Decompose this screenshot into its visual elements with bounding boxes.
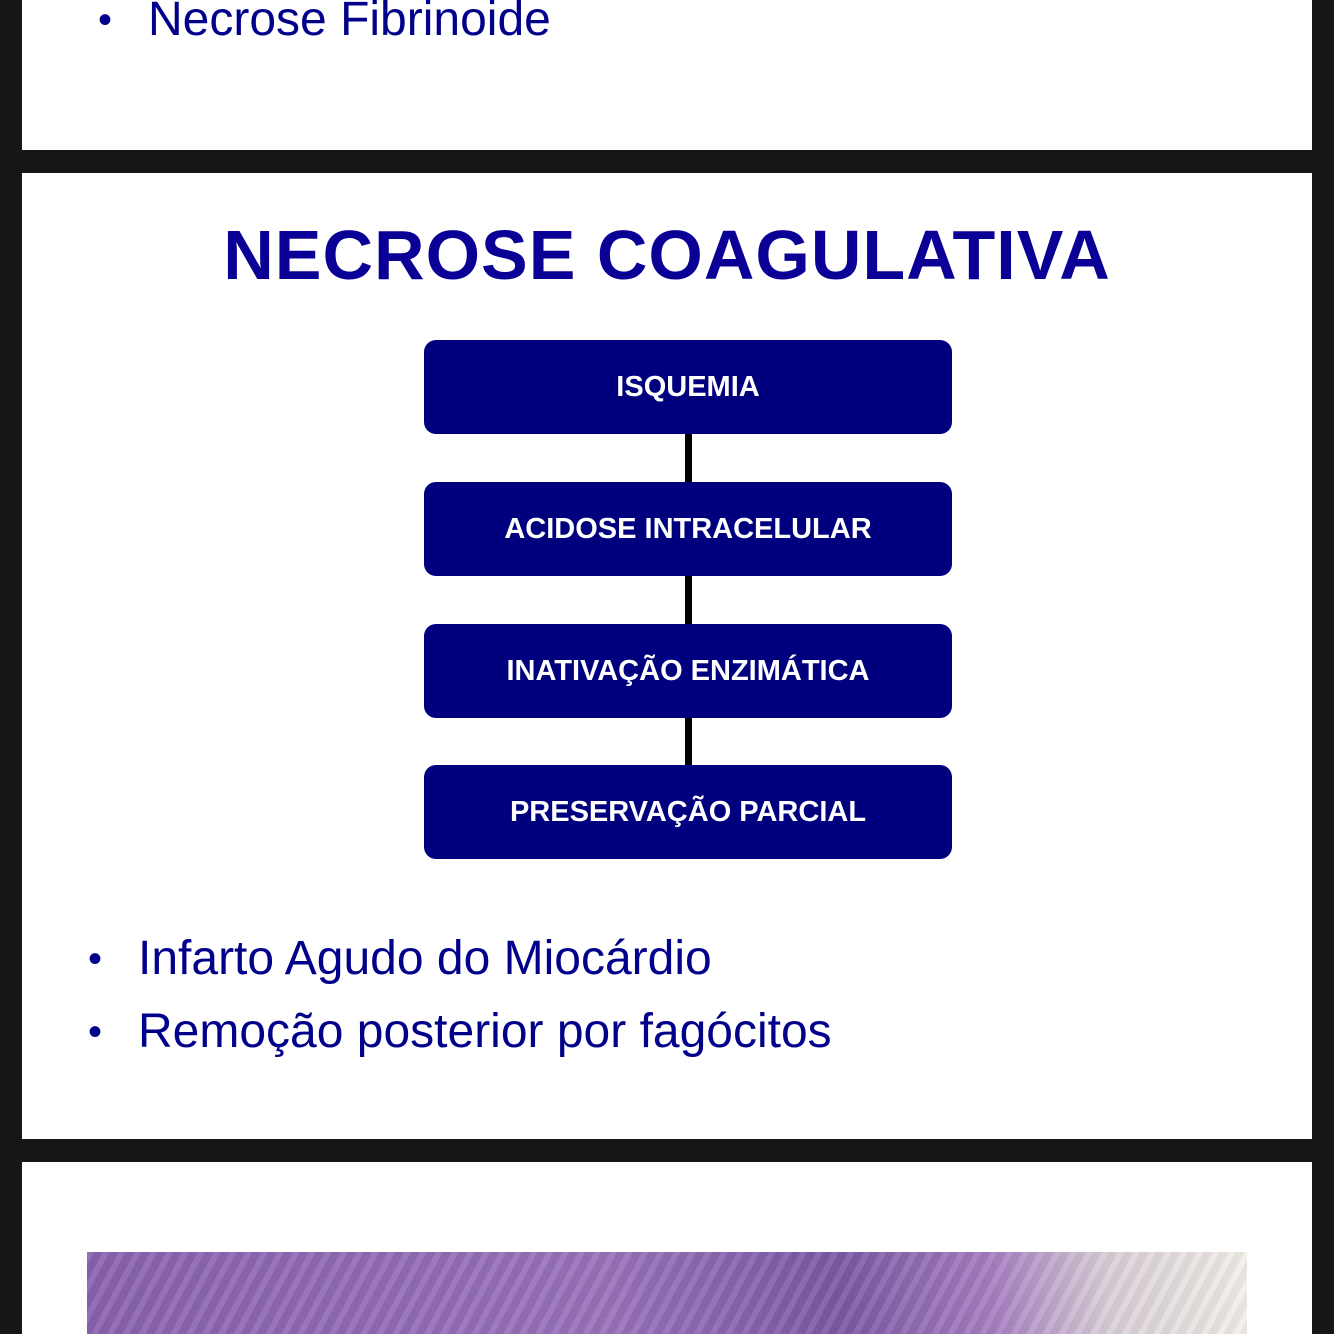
flow-box-inativacao: INATIVAÇÃO ENZIMÁTICA: [424, 624, 952, 718]
slide-title: NECROSE COAGULATIVA: [223, 216, 1111, 294]
flow-connector: [685, 434, 692, 482]
bullet-item: [88, 932, 712, 985]
flow-box-isquemia: ISQUEMIA: [424, 340, 952, 434]
flow-box-preservacao: PRESERVAÇÃO PARCIAL: [424, 765, 952, 859]
previous-slide: [22, 0, 1312, 150]
histology-image: [87, 1252, 1247, 1334]
bullet-icon: •: [88, 1010, 103, 1054]
bullet-icon: •: [98, 0, 113, 42]
bullet-text: Infarto Agudo do Miocárdio: [138, 932, 712, 985]
bullet-item: [98, 0, 551, 44]
flow-connector: [685, 576, 692, 624]
bullet-icon: •: [88, 937, 103, 981]
next-slide: [22, 1162, 1312, 1334]
current-slide: [22, 173, 1312, 1139]
bullet-text: Remoção posterior por fagócitos: [138, 1005, 832, 1058]
bullet-text: Necrose Fibrinoide: [148, 0, 551, 46]
bullet-item: [88, 1005, 832, 1058]
flow-connector: [685, 718, 692, 765]
flow-box-acidose: ACIDOSE INTRACELULAR: [424, 482, 952, 576]
